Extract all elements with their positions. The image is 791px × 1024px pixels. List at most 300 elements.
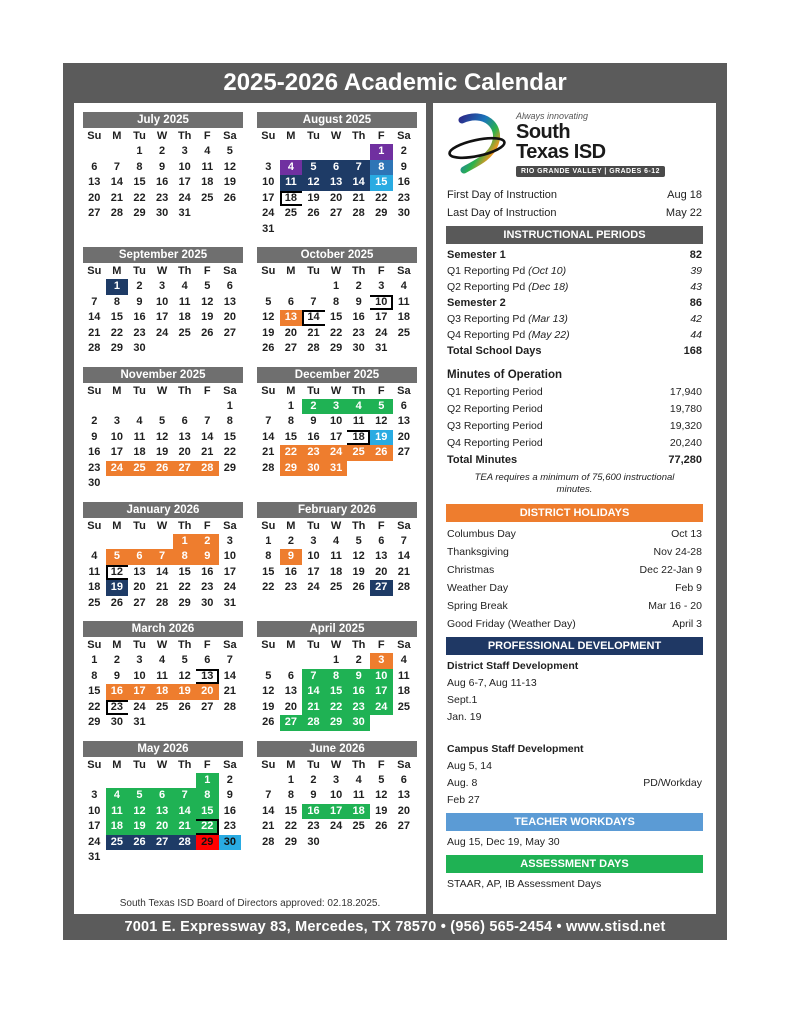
day-of-week-label: Sa	[223, 639, 237, 651]
holiday-row	[447, 528, 702, 540]
day-cell: 25	[397, 326, 410, 339]
day-cell: 1	[333, 280, 340, 292]
month-grid	[257, 129, 417, 237]
day-cell: 13	[375, 550, 388, 562]
day-cell: 21	[262, 446, 275, 458]
day-cell: 5	[355, 534, 362, 547]
holiday-label: Columbus Day	[447, 528, 516, 541]
day-cell: 22	[280, 445, 303, 461]
day-of-week-label: Su	[261, 519, 276, 532]
day-of-week-label: M	[286, 384, 296, 397]
day-cell: 9	[310, 789, 317, 801]
day-cell: 10	[370, 295, 393, 311]
day-cell: 26	[223, 191, 236, 204]
minutes-value: 20,240	[669, 436, 702, 449]
month-november-2025	[83, 367, 243, 492]
day-cell: 26	[352, 581, 365, 593]
day-cell: 1	[106, 279, 129, 295]
day-cell: 9	[310, 415, 317, 427]
instructional-period-row	[447, 313, 702, 325]
day-cell: 9	[91, 430, 98, 443]
day-cell: 7	[173, 788, 196, 804]
day-cell: 16	[352, 311, 365, 323]
day-cell: 29	[223, 461, 236, 474]
day-cell: 5	[265, 295, 272, 308]
holiday-row	[447, 582, 702, 594]
month-title: October 2025	[257, 247, 417, 263]
period-date: (May 22)	[528, 328, 570, 341]
day-cell: 15	[262, 565, 275, 578]
day-cell: 28	[155, 596, 169, 609]
day-cell: 22	[375, 191, 388, 204]
day-cell: 26	[370, 445, 393, 461]
day-cell: 12	[155, 430, 169, 443]
day-cell: 23	[352, 326, 365, 339]
key-date-value: Aug 18	[667, 188, 702, 201]
day-cell: 24	[307, 581, 320, 593]
day-cell: 4	[347, 399, 370, 415]
day-cell: 10	[262, 176, 275, 188]
day-cell: 7	[91, 295, 98, 308]
holiday-label: Spring Break	[447, 600, 508, 613]
day-cell: 9	[280, 549, 303, 565]
day-cell: 27	[151, 835, 174, 851]
month-december-2025	[257, 367, 417, 492]
day-cell: 13	[151, 804, 174, 820]
day-of-week-label: F	[377, 519, 385, 532]
day-cell: 11	[330, 550, 342, 562]
day-cell: 31	[133, 716, 146, 728]
day-cell: 17	[110, 446, 124, 458]
day-cell: 14	[347, 175, 370, 191]
day-cell: 17	[88, 820, 101, 832]
day-cell: 3	[310, 534, 317, 547]
day-cell: 6	[325, 160, 348, 176]
day-cell: 8	[370, 160, 393, 176]
day-cell: 5	[378, 773, 385, 786]
day-cell: 30	[88, 477, 101, 489]
day-cell: 12	[262, 311, 275, 323]
day-cell: 22	[284, 820, 298, 832]
day-of-week-label: W	[156, 384, 168, 397]
day-cell: 11	[398, 669, 410, 682]
day-cell: 21	[397, 565, 410, 578]
day-cell: 31	[88, 851, 101, 863]
day-cell: 14	[110, 176, 124, 188]
day-cell: 30	[155, 207, 169, 219]
day-cell: 16	[347, 684, 370, 700]
instructional-period-label	[447, 265, 566, 277]
empty-cell	[173, 773, 196, 789]
day-of-week-label: Su	[261, 639, 276, 651]
day-cell: 23	[106, 700, 129, 716]
empty-cell	[302, 144, 325, 160]
day-cell: 17	[178, 176, 191, 188]
day-cell: 5	[302, 160, 325, 176]
day-cell: 22	[178, 581, 191, 593]
day-cell: 10	[329, 415, 343, 427]
day-cell: 31	[178, 207, 191, 219]
period-name: Semester 2	[447, 296, 506, 309]
day-cell: 11	[398, 295, 410, 308]
minutes-row	[447, 420, 702, 432]
day-cell: 27	[133, 596, 146, 609]
district-staff-dev-lines	[446, 677, 703, 723]
day-cell: 8	[113, 295, 120, 308]
day-cell: 28	[262, 835, 275, 848]
minutes-row	[447, 437, 702, 449]
day-cell: 8	[265, 550, 272, 562]
day-cell: 3	[226, 534, 233, 547]
day-cell: 30	[352, 342, 365, 354]
day-of-week-label: Tu	[307, 758, 320, 771]
month-title: June 2026	[257, 741, 417, 757]
period-days-value: 168	[683, 344, 702, 357]
day-cell: 2	[355, 280, 362, 292]
day-cell: 18	[178, 311, 191, 323]
day-cell: 21	[155, 581, 169, 593]
instructional-period-label	[447, 329, 570, 341]
day-cell: 1	[173, 534, 196, 550]
day-cell: 30	[201, 596, 214, 609]
campus-staff-dev-line	[447, 794, 702, 806]
day-cell: 28	[307, 342, 320, 354]
day-cell: 19	[223, 176, 236, 188]
day-cell: 25	[178, 326, 191, 339]
empty-cell	[128, 399, 151, 415]
minutes-label: Q1 Reporting Period	[447, 385, 543, 398]
instructional-period-label	[447, 249, 506, 261]
day-cell: 12	[375, 415, 388, 427]
day-of-week-label: Th	[351, 639, 366, 651]
campus-dev-value: PD/Workday	[643, 777, 702, 790]
day-of-week-label: F	[377, 639, 385, 651]
day-cell: 4	[400, 280, 407, 292]
minutes-label: Q2 Reporting Period	[447, 402, 543, 415]
total-minutes-label: Total Minutes	[447, 453, 518, 466]
day-cell: 4	[355, 773, 362, 786]
day-cell: 16	[307, 430, 320, 443]
day-of-week-label: Tu	[133, 384, 146, 397]
day-cell: 26	[262, 716, 275, 728]
day-of-week-label: Sa	[223, 519, 237, 532]
day-cell: 17	[329, 430, 343, 443]
day-cell: 2	[113, 654, 120, 666]
instructional-period-row	[447, 249, 702, 261]
district-staff-dev-line: Sept.1	[447, 694, 478, 707]
empty-cell	[83, 773, 106, 789]
day-cell: 24	[223, 581, 236, 593]
day-of-week-label: Tu	[133, 758, 146, 771]
month-title: December 2025	[257, 367, 417, 383]
day-cell: 10	[223, 550, 236, 562]
day-cell: 24	[133, 700, 146, 713]
day-of-week-label: Th	[351, 130, 366, 142]
day-cell: 19	[173, 684, 196, 700]
day-of-week-label: Sa	[397, 519, 411, 532]
day-cell: 23	[347, 700, 370, 716]
day-cell: 3	[181, 145, 188, 157]
day-cell: 5	[226, 145, 233, 157]
day-cell: 21	[262, 820, 275, 832]
day-cell: 27	[370, 580, 393, 596]
instructional-period-label	[447, 345, 542, 357]
day-cell: 23	[307, 820, 320, 832]
period-name: Q3 Reporting Pd	[447, 312, 529, 325]
day-cell: 16	[133, 311, 146, 323]
day-cell: 18	[280, 191, 303, 207]
day-cell: 4	[181, 280, 188, 292]
day-cell: 14	[88, 311, 101, 323]
empty-cell	[302, 279, 325, 295]
minutes-value: 17,940	[669, 385, 702, 398]
day-cell: 3	[91, 789, 98, 801]
day-cell: 13	[223, 295, 236, 308]
day-cell: 14	[262, 430, 275, 443]
day-of-week-label: Th	[177, 639, 192, 651]
day-cell: 9	[159, 160, 166, 173]
day-cell: 25	[88, 596, 101, 609]
day-cell: 3	[136, 654, 143, 666]
day-cell: 5	[159, 415, 166, 427]
day-of-week-label: W	[156, 519, 168, 532]
day-cell: 27	[201, 700, 214, 713]
logo-tagline: Always innovating	[516, 111, 589, 121]
day-of-week-label: M	[286, 265, 296, 277]
day-cell: 23	[302, 445, 325, 461]
day-cell: 8	[226, 415, 233, 427]
day-of-week-label: Th	[177, 384, 192, 397]
day-of-week-label: Sa	[397, 639, 411, 651]
day-cell: 11	[352, 415, 365, 427]
month-january-2026	[83, 502, 243, 612]
district-holidays-rows	[446, 528, 703, 630]
day-cell: 1	[136, 145, 143, 157]
holiday-date: April 3	[672, 618, 702, 631]
day-cell: 12	[223, 160, 236, 173]
day-cell: 9	[347, 669, 370, 685]
day-of-week-label: Sa	[397, 758, 411, 771]
period-days-value: 86	[689, 296, 702, 309]
empty-cell	[106, 144, 129, 160]
day-cell: 17	[375, 311, 388, 323]
instructional-period-row	[447, 329, 702, 341]
day-cell: 17	[325, 804, 348, 820]
day-of-week-label: W	[156, 639, 168, 651]
empty-cell	[128, 773, 151, 789]
day-cell: 20	[329, 191, 343, 204]
holiday-date: Oct 13	[671, 528, 702, 541]
day-of-week-label: Tu	[307, 130, 320, 142]
month-title: August 2025	[257, 112, 417, 128]
day-of-week-label: M	[112, 130, 122, 142]
day-cell: 11	[201, 160, 214, 173]
day-of-week-label: F	[203, 639, 211, 651]
day-of-week-label: Th	[351, 384, 366, 397]
campus-staff-dev-heading: Campus Staff Development	[447, 743, 584, 756]
campus-dev-label: Aug. 8	[447, 777, 478, 790]
day-cell: 1	[226, 399, 233, 412]
day-of-week-label: Tu	[133, 130, 146, 142]
day-cell: 24	[375, 326, 388, 339]
day-cell: 12	[375, 789, 388, 801]
day-cell: 8	[91, 669, 98, 682]
day-cell: 10	[155, 295, 169, 308]
day-cell: 1	[265, 534, 272, 547]
day-cell: 15	[223, 430, 236, 443]
day-of-week-label: Sa	[223, 384, 237, 397]
day-cell: 6	[91, 160, 98, 173]
campus-dev-label: Aug 5, 14	[447, 760, 492, 773]
period-date: (Oct 10)	[528, 264, 567, 277]
empty-cell	[151, 773, 174, 789]
day-cell: 15	[284, 430, 298, 443]
day-cell: 4	[106, 788, 129, 804]
empty-cell	[347, 144, 370, 160]
empty-cell	[151, 534, 174, 550]
day-cell: 5	[181, 654, 188, 666]
month-title: February 2026	[257, 502, 417, 518]
day-cell: 28	[223, 700, 236, 713]
day-cell: 14	[397, 550, 410, 562]
holiday-label: Christmas	[447, 564, 495, 577]
period-name: Q1 Reporting Pd	[447, 264, 529, 277]
day-cell: 8	[196, 788, 219, 804]
day-cell: 8	[333, 295, 340, 308]
day-cell: 4	[204, 145, 211, 157]
day-cell: 25	[397, 700, 410, 713]
month-grid	[257, 264, 417, 357]
day-cell: 26	[307, 207, 320, 219]
day-of-week-label: Su	[87, 519, 102, 532]
day-cell: 10	[329, 789, 343, 801]
day-cell: 20	[151, 819, 174, 835]
logo-name-line2: Texas ISD	[516, 141, 606, 164]
day-cell: 17	[370, 684, 393, 700]
day-of-week-label: M	[112, 384, 122, 397]
day-cell: 7	[302, 669, 325, 685]
day-cell: 14	[155, 565, 169, 578]
day-cell: 27	[173, 461, 196, 477]
day-cell: 26	[178, 700, 191, 713]
day-cell: 12	[128, 804, 151, 820]
day-cell: 24	[370, 700, 393, 716]
day-cell: 1	[370, 144, 393, 160]
day-cell: 13	[397, 789, 410, 801]
day-cell: 14	[302, 684, 325, 700]
day-of-week-label: Su	[87, 130, 102, 142]
minutes-row	[447, 386, 702, 398]
day-cell: 2	[196, 534, 219, 550]
day-cell: 25	[201, 191, 214, 204]
month-grid	[83, 384, 243, 492]
day-cell: 4	[400, 654, 407, 666]
empty-cell	[151, 399, 174, 415]
period-name: Q4 Reporting Pd	[447, 328, 529, 341]
day-of-week-label: Tu	[133, 265, 146, 277]
page-title: 2025-2026 Academic Calendar	[223, 69, 567, 96]
day-cell: 29	[88, 716, 101, 728]
month-title: November 2025	[83, 367, 243, 383]
month-september-2025	[83, 247, 243, 357]
day-cell: 13	[284, 685, 298, 697]
day-cell: 20	[284, 700, 298, 713]
minutes-heading: Minutes of Operation	[447, 368, 562, 381]
day-cell: 8	[173, 549, 196, 565]
period-days-value: 44	[690, 328, 702, 341]
day-cell: 29	[196, 835, 219, 851]
day-cell: 9	[196, 549, 219, 565]
day-cell: 19	[201, 311, 214, 323]
day-cell: 25	[352, 820, 365, 832]
month-grid	[257, 384, 417, 477]
instructional-period-label	[447, 297, 506, 309]
day-of-week-label: F	[377, 265, 385, 277]
day-cell: 21	[223, 685, 236, 697]
day-cell: 12	[201, 295, 214, 308]
day-cell: 30	[302, 461, 325, 477]
holiday-date: Dec 22-Jan 9	[639, 564, 702, 577]
day-cell: 1	[91, 654, 98, 666]
month-title: May 2026	[83, 741, 243, 757]
teacher-workdays-value: Aug 15, Dec 19, May 30	[447, 836, 560, 849]
day-of-week-label: Sa	[397, 265, 411, 277]
day-cell: 23	[201, 581, 214, 593]
day-cell: 6	[287, 669, 294, 682]
district-logo	[448, 111, 703, 177]
day-cell: 25	[284, 207, 298, 219]
day-cell: 18	[347, 430, 370, 446]
day-cell: 1	[287, 773, 294, 786]
day-cell: 29	[284, 835, 298, 848]
day-cell: 15	[88, 685, 101, 697]
campus-staff-dev-line	[447, 777, 702, 789]
day-cell: 28	[262, 461, 275, 474]
day-cell: 23	[155, 191, 169, 204]
day-cell: 30	[133, 342, 146, 354]
day-cell: 13	[88, 176, 101, 188]
logo-name-line1: South	[516, 121, 571, 143]
day-cell: 29	[325, 715, 348, 731]
day-cell: 22	[110, 326, 124, 339]
day-cell: 8	[287, 789, 294, 801]
day-cell: 7	[265, 789, 272, 801]
holiday-row	[447, 564, 702, 576]
day-cell: 6	[181, 415, 188, 427]
day-cell: 18	[151, 684, 174, 700]
day-cell: 20	[397, 430, 410, 443]
total-minutes-value: 77,280	[668, 453, 702, 466]
day-of-week-label: F	[203, 130, 211, 142]
day-of-week-label: W	[330, 384, 342, 397]
empty-cell	[83, 279, 106, 295]
day-cell: 3	[333, 773, 340, 786]
assessment-days-value: STAAR, AP, IB Assessment Days	[447, 878, 602, 891]
day-cell: 15	[329, 311, 343, 323]
day-cell: 30	[110, 716, 124, 728]
day-cell: 7	[204, 415, 211, 427]
day-cell: 11	[106, 804, 129, 820]
period-name: Semester 1	[447, 248, 506, 261]
day-cell: 18	[329, 565, 343, 578]
empty-cell	[257, 399, 280, 415]
day-cell: 29	[280, 461, 303, 477]
holiday-row	[447, 600, 702, 612]
day-cell: 6	[204, 654, 211, 666]
day-cell: 23	[397, 191, 410, 204]
day-cell: 2	[136, 280, 143, 292]
day-cell: 27	[397, 820, 410, 832]
